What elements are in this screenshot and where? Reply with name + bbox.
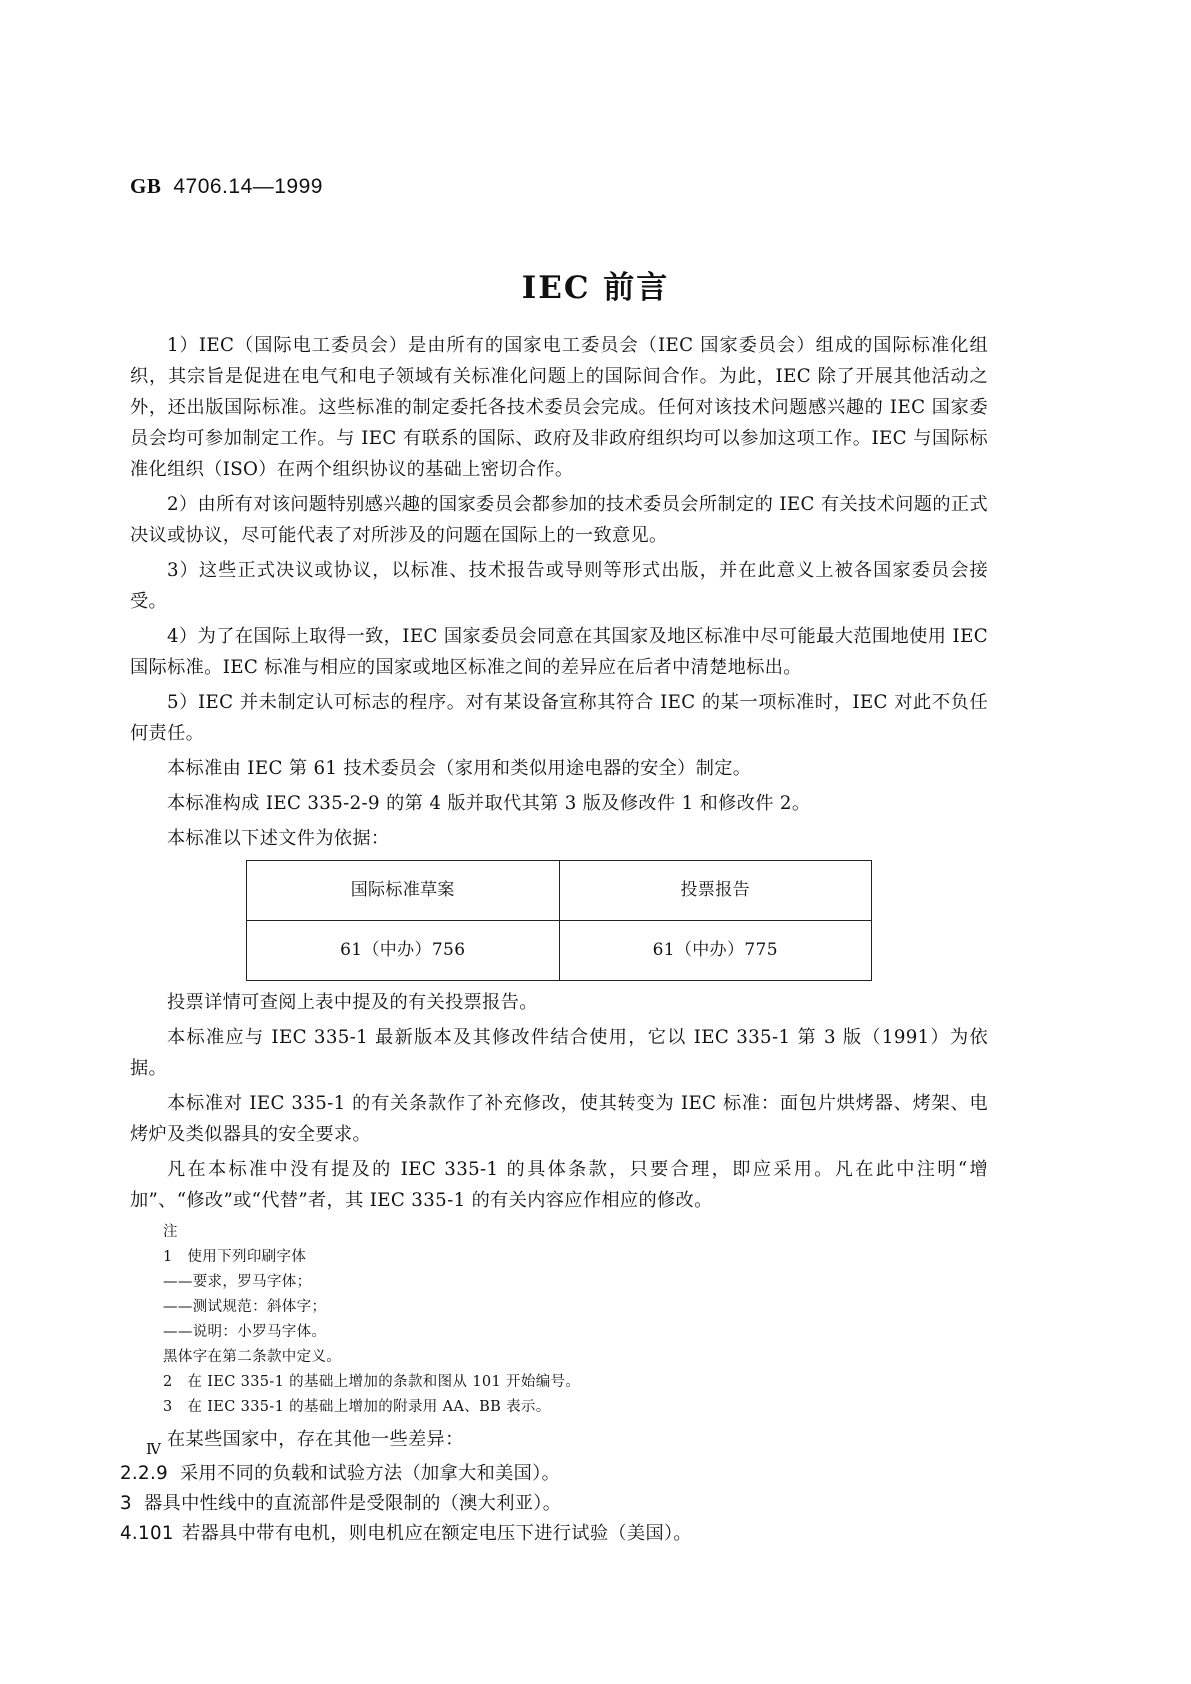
difference-text: 若器具中带有电机，则电机应在额定电压下进行试验（美国）。: [182, 1523, 692, 1544]
paragraph-9: 投票详情可查阅上表中提及的有关投票报告。: [167, 992, 538, 1013]
difference-item: [120, 1519, 988, 1549]
note-line: 2 在 IEC 335-1 的基础上增加的条款和图从 101 开始编号。: [163, 1374, 581, 1390]
table-row: [247, 921, 872, 981]
standard-code: [130, 174, 323, 199]
standard-prefix: GB: [130, 174, 162, 198]
paragraph-11: 本标准对 IEC 335-1 的有关条款作了补充修改，使其转变为 IEC 标准：面包片烘烤器、烤架、电烤炉及类似器具的安全要求。: [130, 1093, 988, 1145]
difference-text: 采用不同的负载和试验方法（加拿大和美国）。: [180, 1463, 561, 1484]
table-cell: 61（中办）756: [247, 921, 560, 981]
note-line: ——测试规范：斜体字；: [163, 1299, 327, 1315]
table-header-cell: 国际标准草案: [247, 861, 560, 921]
table-header-cell: 投票报告: [559, 861, 872, 921]
differences-intro: 在某些国家中，存在其他一些差异：: [167, 1429, 464, 1450]
paragraph-12: 凡在本标准中没有提及的 IEC 335-1 的具体条款，只要合理，即应采用。凡在此中注明“增加”、“修改”或“代替”者，其 IEC 335-1 的有关内容应作相应的修改。: [130, 1159, 988, 1211]
note-line: 3 在 IEC 335-1 的基础上增加的附录用 AA、BB 表示。: [163, 1399, 551, 1415]
notes-heading: 注: [163, 1224, 178, 1240]
paragraph-10: 本标准应与 IEC 335-1 最新版本及其修改件结合使用，它以 IEC 335-1 第 3 版（1991）为依据。: [130, 1027, 988, 1079]
paragraph-3: 3）这些正式决议或协议，以标准、技术报告或导则等形式出版，并在此意义上被各国家委员会接受。: [130, 560, 988, 612]
page-title: IEC 前言: [521, 270, 670, 306]
paragraph-5: 5）IEC 并未制定认可标志的程序。对有某设备宣称其符合 IEC 的某一项标准时，IEC 对此不负任何责任。: [130, 692, 988, 744]
table-cell: 61（中办）775: [559, 921, 872, 981]
note-line: 黑体字在第二条款中定义。: [163, 1349, 342, 1365]
note-line: 1 使用下列印刷字体: [163, 1249, 307, 1265]
note-line: ——要求，罗马字体；: [163, 1274, 312, 1290]
difference-item: [120, 1459, 988, 1489]
page-number: Ⅳ: [146, 1440, 161, 1458]
paragraph-8: 本标准以下述文件为依据：: [167, 828, 390, 849]
standard-number: 4706.14—1999: [173, 175, 323, 198]
document-body: [120, 330, 988, 1549]
paragraph-1: 1）IEC（国际电工委员会）是由所有的国家电工委员会（IEC 国家委员会）组成的国际标准化组织，其宗旨是促进在电气和电子领域有关标准化问题上的国际间合作。为此，IEC 除了开展其他活动之外，还出版国际标准。这些标准的制定委托各技术委员会完成。任何对该技术问题感兴趣的 IEC 国家委员会均可参加制定工作。与 IEC 有联系的国际、政府及非政府组织均可以参加这项工作。IEC 与国际标准化组织（ISO）在两个组织协议的基础上密切合作。: [130, 335, 988, 480]
difference-item: [120, 1489, 988, 1519]
table-header-row: [247, 861, 872, 921]
difference-clause: 4.101: [120, 1523, 174, 1544]
difference-text: 器具中性线中的直流部件是受限制的（澳大利亚）。: [144, 1493, 562, 1514]
paragraph-6: 本标准由 IEC 第 61 技术委员会（家用和类似用途电器的安全）制定。: [167, 758, 752, 779]
difference-clause: 3: [120, 1493, 132, 1514]
note-line: ——说明：小罗马字体。: [163, 1324, 327, 1340]
paragraph-7: 本标准构成 IEC 335-2-9 的第 4 版并取代其第 3 版及修改件 1 和修改件 2。: [167, 793, 811, 814]
paragraph-4: 4）为了在国际上取得一致，IEC 国家委员会同意在其国家及地区标准中尽可能最大范围地使用 IEC 国际标准。IEC 标准与相应的国家或地区标准之间的差异应在后者中清楚地标出。: [130, 626, 988, 678]
paragraph-2: 2）由所有对该问题特别感兴趣的国家委员会都参加的技术委员会所制定的 IEC 有关技术问题的正式决议或协议，尽可能代表了对所涉及的问题在国际上的一致意见。: [130, 494, 988, 546]
difference-clause: 2.2.9: [120, 1463, 169, 1484]
documents-table: [246, 860, 872, 981]
